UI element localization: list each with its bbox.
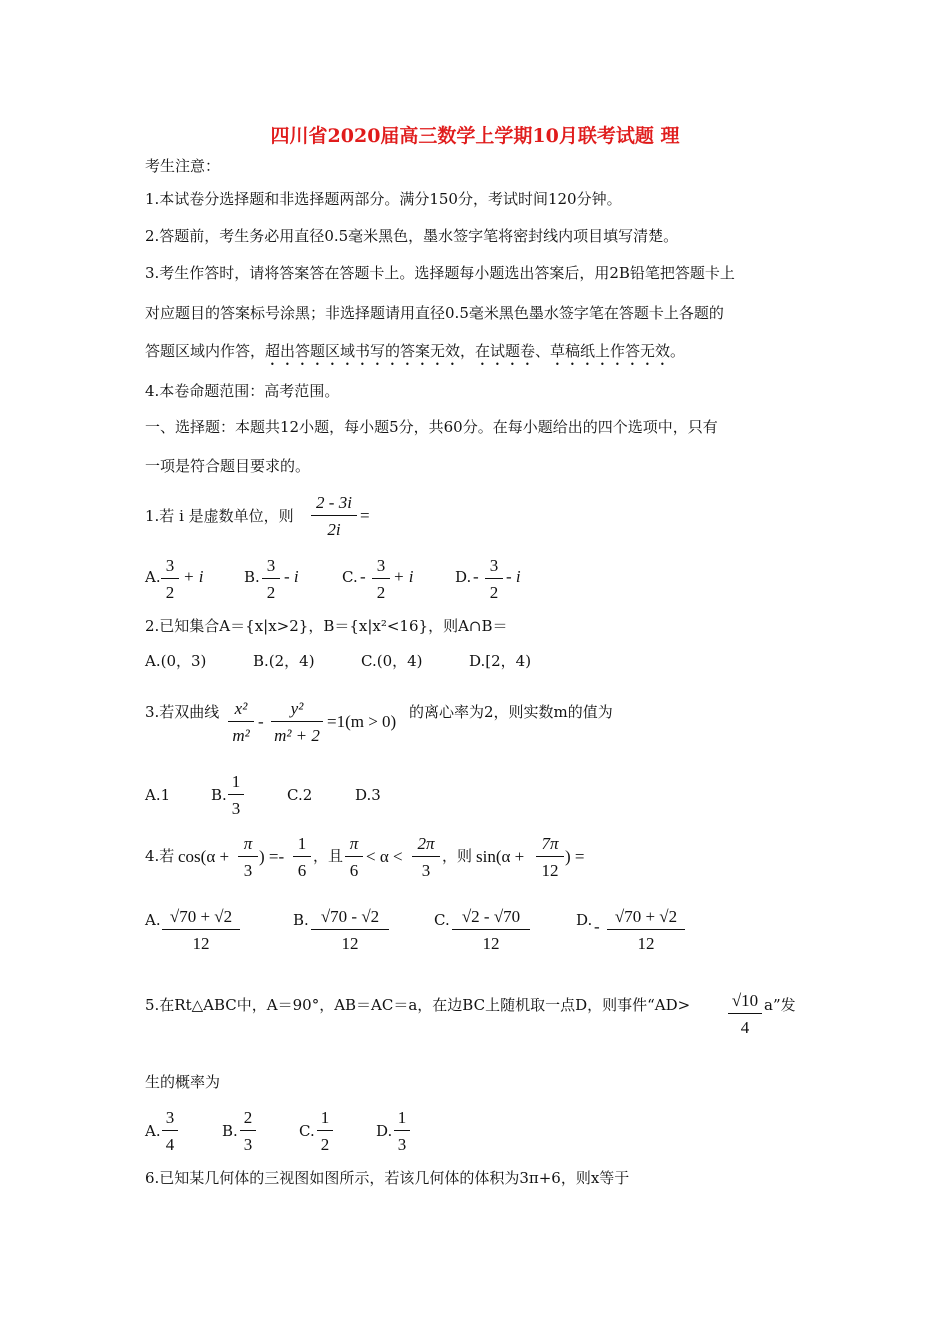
q4-7pi-over-12 xyxy=(536,834,564,881)
q3-stem-end: 的离心率为2，则实数m的值为 xyxy=(409,703,613,721)
q4-eq-neg: ) =- xyxy=(259,847,285,866)
q3-y2: y² xyxy=(271,699,323,722)
q1-c-den: 2 xyxy=(376,583,386,602)
section-header-line-2: 一项是符合题目要求的。 xyxy=(145,457,311,475)
q4-one: 1 xyxy=(293,834,311,857)
q5-option-a-label: A. xyxy=(145,1122,161,1140)
q1-fraction-numerator: 2 - 3i xyxy=(311,493,357,516)
q1-stem: 1.若 i 是虚数单位，则 xyxy=(145,507,294,525)
q2-option-a: A.(0，3) xyxy=(145,652,207,670)
q1-option-c-label: C. xyxy=(342,568,358,586)
notice-item-3-line-2: 对应题目的答案标号涂黑；非选择题请用直径0.5毫米黑色墨水签字笔在答题卡上各题的 xyxy=(145,304,724,322)
q2-option-d: D.[2，4) xyxy=(469,652,532,670)
q1-option-c-fraction xyxy=(372,556,390,603)
q1-option-d-tail: - i xyxy=(506,567,521,586)
q1-d-den: 2 xyxy=(489,583,499,602)
q5-four: 4 xyxy=(740,1018,750,1037)
q2-option-c: C.(0，4) xyxy=(361,652,423,670)
q4-option-c-fraction xyxy=(452,907,530,954)
q1-option-a-fraction xyxy=(161,556,179,603)
notice-item-3-part-a: 答题区域内作答， xyxy=(145,342,266,360)
q5-option-c-fraction xyxy=(317,1108,333,1155)
q3-option-d: D.3 xyxy=(355,786,381,804)
q5-option-b-fraction xyxy=(240,1108,256,1155)
q2-option-b: B.(2，4) xyxy=(253,652,315,670)
q4-option-d-fraction xyxy=(607,907,685,954)
q5-c-num: 1 xyxy=(317,1108,333,1131)
notice-item-3-line-3 xyxy=(145,341,685,369)
q4-a-den: 12 xyxy=(192,934,210,953)
notice-emphasized-text: 超出答题区域书写的答案无效，在试题卷、草稿纸上作答无效 xyxy=(265,342,671,360)
q5-option-d-fraction xyxy=(394,1108,410,1155)
q4-one-over-6 xyxy=(293,834,311,881)
q1-option-b-fraction xyxy=(262,556,280,603)
q4-sin: sin(α + xyxy=(476,847,525,866)
q2-stem: 2.已知集合A＝{x|x>2}，B＝{x|x²<16}，则A∩B＝ xyxy=(145,617,508,635)
q4-c-den: 12 xyxy=(482,934,500,953)
q3-option-c: C.2 xyxy=(287,786,313,804)
q1-a-num: 3 xyxy=(161,556,179,579)
q4-cos: cos(α + xyxy=(178,847,230,866)
q1-option-d-fraction xyxy=(485,556,503,603)
q4-option-c-label: C. xyxy=(434,911,450,929)
q4-three-2: 3 xyxy=(421,861,431,880)
q3-m2: m² xyxy=(232,726,250,745)
page-title: 四川省2020届高三数学上学期10月联考试题 理 xyxy=(270,125,680,147)
q3-b-den: 3 xyxy=(231,799,241,818)
q3-fraction-x xyxy=(228,699,254,746)
q4-a-num: √70 + √2 xyxy=(162,907,240,930)
q1-a-den: 2 xyxy=(165,583,175,602)
q1-option-a-label: A. xyxy=(145,568,161,586)
q4-b-den: 12 xyxy=(341,934,359,953)
q1-option-b-tail: - i xyxy=(284,567,299,586)
q4-six-2: 6 xyxy=(349,861,359,880)
q4-c-num: √2 - √70 xyxy=(452,907,530,930)
notice-item-3-line-1: 3.考生作答时，请将答案答在答题卡上。选择题每小题选出答案后，用2B铅笔把答题卡上 xyxy=(145,264,735,282)
q3-minus: - xyxy=(258,712,264,731)
q3-b-num: 1 xyxy=(228,772,244,795)
q5-sqrt10-over-4 xyxy=(728,991,762,1038)
q3-stem-start: 3.若双曲线 xyxy=(145,703,220,721)
notice-item-1: 1.本试卷分选择题和非选择题两部分。满分150分，考试时间120分钟。 xyxy=(145,190,622,208)
q5-d-den: 3 xyxy=(397,1135,407,1154)
q3-m2p2: m² + 2 xyxy=(274,726,320,745)
q1-c-num: 3 xyxy=(372,556,390,579)
q4-pi-over-3 xyxy=(238,834,258,881)
q4-2pi-over-3 xyxy=(412,834,440,881)
q4-pi-1: π xyxy=(238,834,258,857)
q5-a-num: 3 xyxy=(162,1108,178,1131)
q3-fraction-y xyxy=(271,699,323,746)
q1-option-c-neg: - xyxy=(360,567,366,586)
q1-option-b-label: B. xyxy=(244,568,260,586)
q1-option-d-label: D. xyxy=(455,568,472,586)
q4-d-num: √70 + √2 xyxy=(607,907,685,930)
q1-fraction-denominator: 2i xyxy=(327,520,341,539)
q4-three-1: 3 xyxy=(243,861,253,880)
q1-d-num: 3 xyxy=(485,556,503,579)
q4-d-den: 12 xyxy=(637,934,655,953)
q5-sqrt10: √10 xyxy=(728,991,762,1014)
q1-option-d-neg: - xyxy=(473,567,479,586)
q4-twelve: 12 xyxy=(541,861,559,880)
q5-option-c-label: C. xyxy=(299,1122,315,1140)
q4-then: ，则 xyxy=(442,847,473,865)
q1-option-c-tail: + i xyxy=(393,567,414,586)
q4-option-b-fraction xyxy=(311,907,389,954)
q4-option-a-fraction xyxy=(162,907,240,954)
q5-option-d-label: D. xyxy=(376,1122,393,1140)
q5-stem-line-2: 生的概率为 xyxy=(145,1073,221,1091)
q1-b-den: 2 xyxy=(266,583,276,602)
q3-option-b-label: B. xyxy=(211,786,227,804)
notice-item-3-part-c: 。 xyxy=(670,342,686,360)
q5-stem-end: a”发 xyxy=(764,996,796,1014)
section-header-line-1: 一、选择题：本题共12小题，每小题5分，共60分。在每小题给出的四个选项中，只有 xyxy=(145,418,718,436)
q3-equation-rest: =1(m > 0) xyxy=(327,712,397,731)
q4-pi-2: π xyxy=(345,834,363,857)
q5-a-den: 4 xyxy=(165,1135,175,1154)
q4-and: ，且 xyxy=(313,847,344,865)
q4-twopi: 2π xyxy=(412,834,440,857)
q5-b-num: 2 xyxy=(240,1108,256,1131)
q5-stem-start: 5.在Rt△ABC中，A＝90°，AB＝AC＝a，在边BC上随机取一点D，则事件“AD> xyxy=(145,996,691,1014)
q1-fraction xyxy=(311,493,357,540)
q4-option-b-label: B. xyxy=(293,911,309,929)
q1-option-a-tail: + i xyxy=(183,567,204,586)
q3-x2: x² xyxy=(228,699,254,722)
q4-inequality: < α < xyxy=(366,847,403,866)
q5-option-b-label: B. xyxy=(222,1122,238,1140)
q3-option-a: A.1 xyxy=(145,786,171,804)
q4-close: ) = xyxy=(565,847,585,866)
q1-b-num: 3 xyxy=(262,556,280,579)
notice-heading: 考生注意： xyxy=(145,157,221,175)
q5-c-den: 2 xyxy=(320,1135,330,1154)
q4-option-d-label: D. xyxy=(576,911,593,929)
q6-stem: 6.已知某几何体的三视图如图所示，若该几何体的体积为3π+6，则x等于 xyxy=(145,1169,630,1187)
q4-sevenpi: 7π xyxy=(536,834,564,857)
q4-option-a-label: A. xyxy=(145,911,161,929)
q4-six-1: 6 xyxy=(297,861,307,880)
q4-option-d-neg: - xyxy=(594,917,600,936)
q4-b-num: √70 - √2 xyxy=(311,907,389,930)
q5-option-a-fraction xyxy=(162,1108,178,1155)
q5-d-num: 1 xyxy=(394,1108,410,1131)
q1-equals: = xyxy=(360,506,370,525)
q5-b-den: 3 xyxy=(243,1135,253,1154)
q4-pi-over-6 xyxy=(345,834,363,881)
q4-stem-start: 4.若 xyxy=(145,847,175,865)
notice-item-4: 4.本卷命题范围：高考范围。 xyxy=(145,382,340,400)
notice-item-2: 2.答题前，考生务必用直径0.5毫米黑色，墨水签字笔将密封线内项目填写清楚。 xyxy=(145,227,679,245)
q3-option-b-fraction xyxy=(228,772,244,819)
